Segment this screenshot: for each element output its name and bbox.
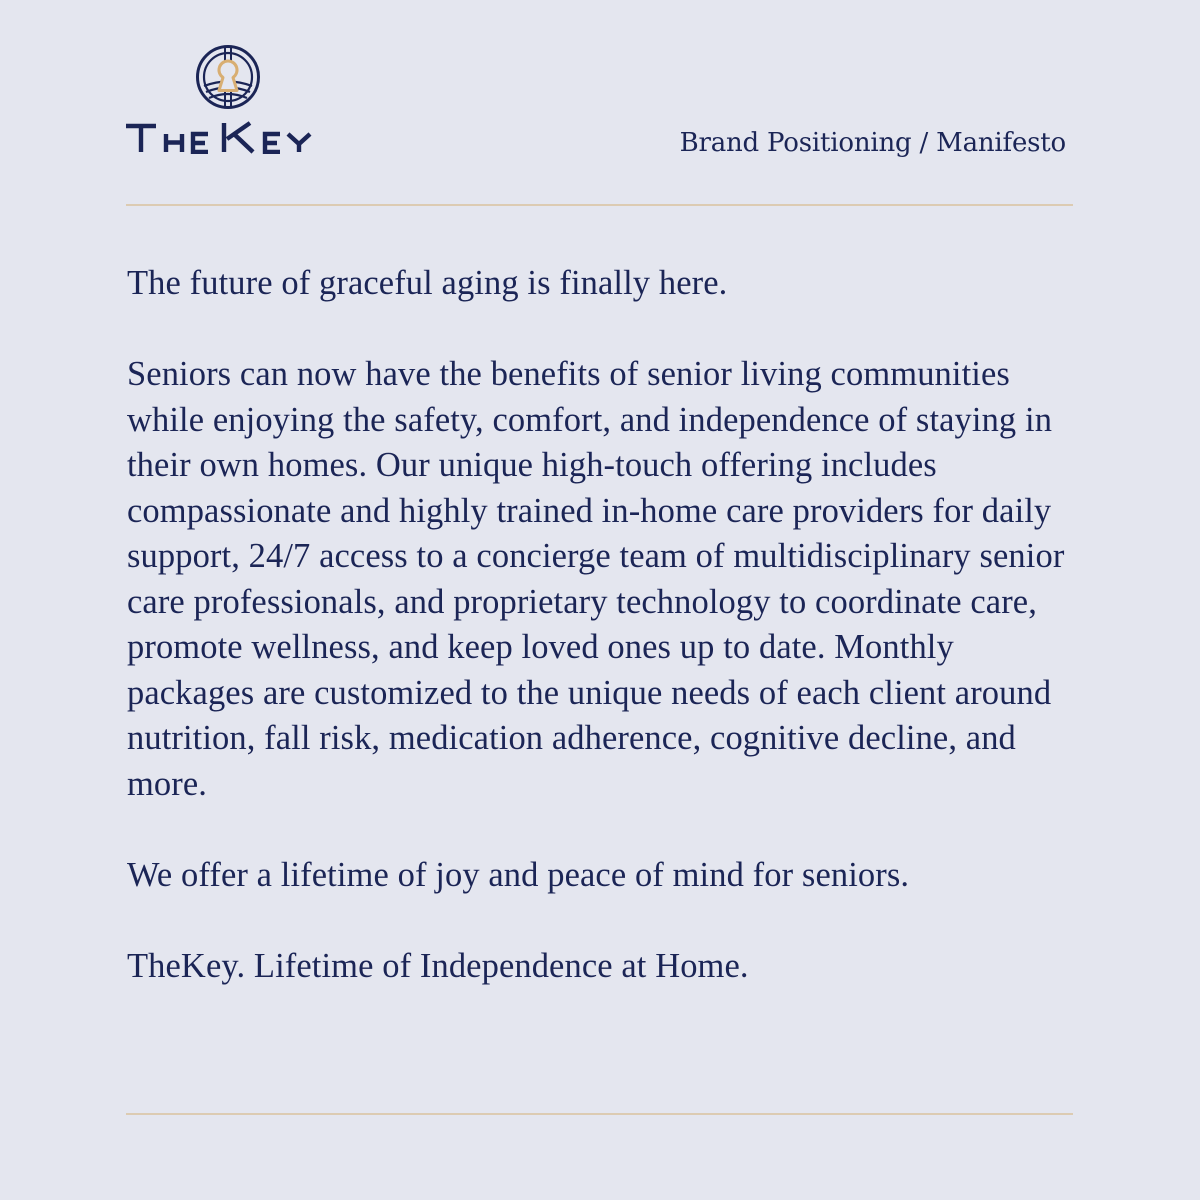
thekey-wordmark [126,120,330,154]
manifesto-tagline: TheKey. Lifetime of Independence at Home. [127,946,749,985]
page-label: Brand Positioning / Manifesto [679,128,1066,158]
manifesto-promise: We offer a lifetime of joy and peace of mind for seniors. [127,855,910,894]
brand-logo [126,44,330,156]
manifesto-headline: The future of graceful aging is finally here. [127,264,728,302]
manifesto-body: Seniors can now have the benefits of senior living communities while enjoying the safety, comfort, and independence of staying in their own homes. Our unique high-touch offering includes compassionate and highly trained in-home care providers for daily support, 24/7 access to a concierge team of multidisciplinary senior care professionals, and proprietary technology to coordinate care, promote wellness, and keep loved ones up to date. Monthly packages are customized to the unique needs of each client around nutrition, fall risk, medication adherence, cognitive decline, and more. [127,355,1065,803]
bottom-divider [126,1113,1073,1115]
manifesto-text [127,261,1077,989]
keyhole-emblem-icon [195,44,261,110]
top-divider [126,204,1073,206]
